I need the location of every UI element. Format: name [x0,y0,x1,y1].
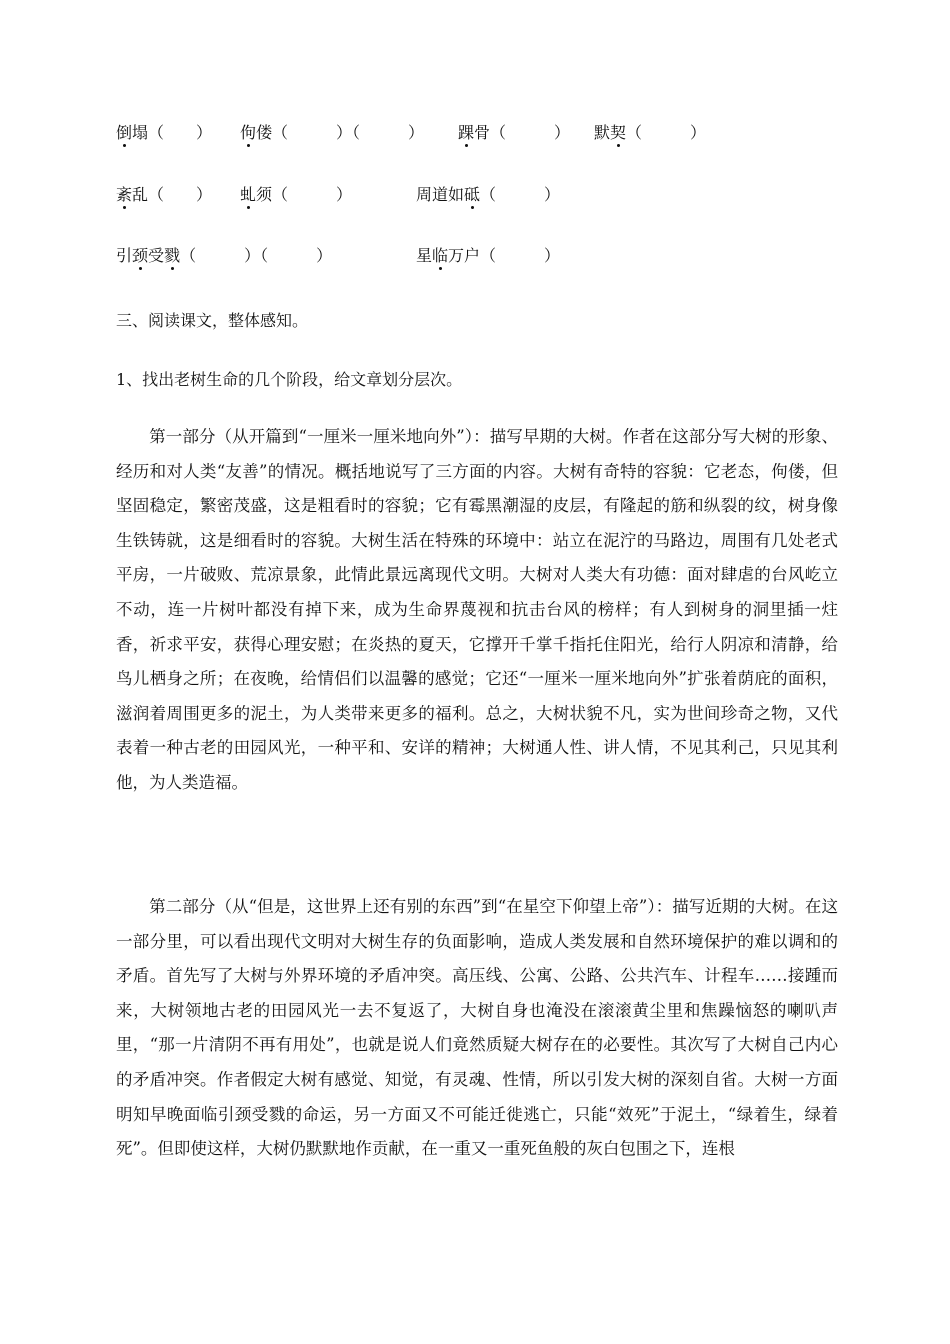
emphasis-char: 踝 [458,118,474,148]
answer-blank[interactable]: （ ） [148,123,213,142]
answer-blank[interactable]: （ ） [272,185,353,204]
answer-blank[interactable]: （ ）（ ） [272,123,425,142]
vocab-item: 踝骨（ ） [458,118,570,148]
vocab-item: 默契（ ） [594,118,706,148]
paragraph-part-2: 第二部分（从“但是，这世界上还有别的东西”到“在星空下仰望上帝”）：描写近期的大树。在这一部分里，可以看出现代文明对大树生存的负面影响，造成人类发展和自然环境保护的难以调和的矛盾。首先写了大树与外界环境的矛盾冲突。高压线、公寓、公路、公共汽车、计程车……接踵而来，大树领地古老的田园风光一去不复返了，大树自身也淹没在滚滚黄尘里和焦躁恼怒的喇叭声里，“那一片清阴不再有用处”，也就是说人们竟然质疑大树存在的必要性。其次写了大树自己内心的矛盾冲突。作者假定大树有感觉、知觉，有灵魂、性情，所以引发大树的深刻自省。大树一方面明知早晚面临引颈受戮的命运，另一方面又不可能迁徙逃亡，只能“效死”于泥土，“绿着生，绿着死”。但即使这样，大树仍默默地作贡献，在一重又一重死鱼般的灰白包围之下，连根 [116,897,838,1159]
emphasis-char: 临 [432,241,448,271]
emphasis-char: 颈 [132,241,148,271]
answer-blank[interactable]: （ ） [480,185,561,204]
emphasis-char: 虬 [240,180,256,210]
answer-blank[interactable]: （ ） [626,123,707,142]
vocab-item: 周道如砥（ ） [416,180,560,210]
emphasis-char: 契 [610,118,626,148]
emphasis-char: 倒 [116,118,132,148]
emphasis-char: 砥 [464,180,480,210]
vocab-row-3 [0,241,950,271]
emphasis-char: 戮 [164,241,180,271]
section-heading: 三、阅读课文，整体感知。 [116,311,309,330]
emphasis-char: 紊 [116,180,132,210]
vocab-item: 紊乱（ ） [116,180,212,210]
vocab-item: 星临万户（ ） [416,241,560,271]
vocab-row-1 [0,118,950,148]
answer-blank[interactable]: （ ） [490,123,571,142]
paragraph-part-1: 第一部分（从开篇到“一厘米一厘米地向外”）：描写早期的大树。作者在这部分写大树的形象、经历和对人类“友善”的情况。概括地说写了三方面的内容。大树有奇特的容貌：它老态，佝偻，但坚固稳定，繁密茂盛，这是粗看时的容貌；它有霉黑潮湿的皮层，有隆起的筋和纵裂的纹，树身像生铁铸就，这是细看时的容貌。大树生活在特殊的环境中：站立在泥泞的马路边，周围有几处老式平房，一片破败、荒凉景象，此情此景远离现代文明。大树对人类大有功德：面对肆虐的台风屹立不动，连一片树叶都没有掉下来，成为生命界蔑视和抗击台风的榜样；有人到树身的洞里插一炷香，祈求平安，获得心理安慰；在炎热的夏天，它撑开千掌千指托住阳光，给行人阴凉和清静，给鸟儿栖身之所；在夜晚，给情侣们以温馨的感觉；它还“一厘米一厘米地向外”扩张着荫庇的面积，滋润着周围更多的泥土，为人类带来更多的福利。总之，大树状貌不凡，实为世间珍奇之物，又代表着一种古老的田园风光，一种平和、安详的精神；大树通人性、讲人情，不见其利己，只见其利他，为人类造福。 [116,427,838,792]
vocab-item: 引颈受戮（ ）（ ） [116,241,332,271]
answer-blank[interactable]: （ ） [148,185,213,204]
vocab-row-2 [0,180,950,210]
answer-blank[interactable]: （ ）（ ） [180,246,333,265]
emphasis-char: 佝 [240,118,256,148]
answer-blank[interactable]: （ ） [480,246,561,265]
question-1: 1、找出老树生命的几个阶段，给文章划分层次。 [116,370,463,389]
vocab-item: 虬须（ ） [240,180,352,210]
vocab-item: 佝偻（ ）（ ） [240,118,424,148]
vocab-item: 倒塌（ ） [116,118,212,148]
